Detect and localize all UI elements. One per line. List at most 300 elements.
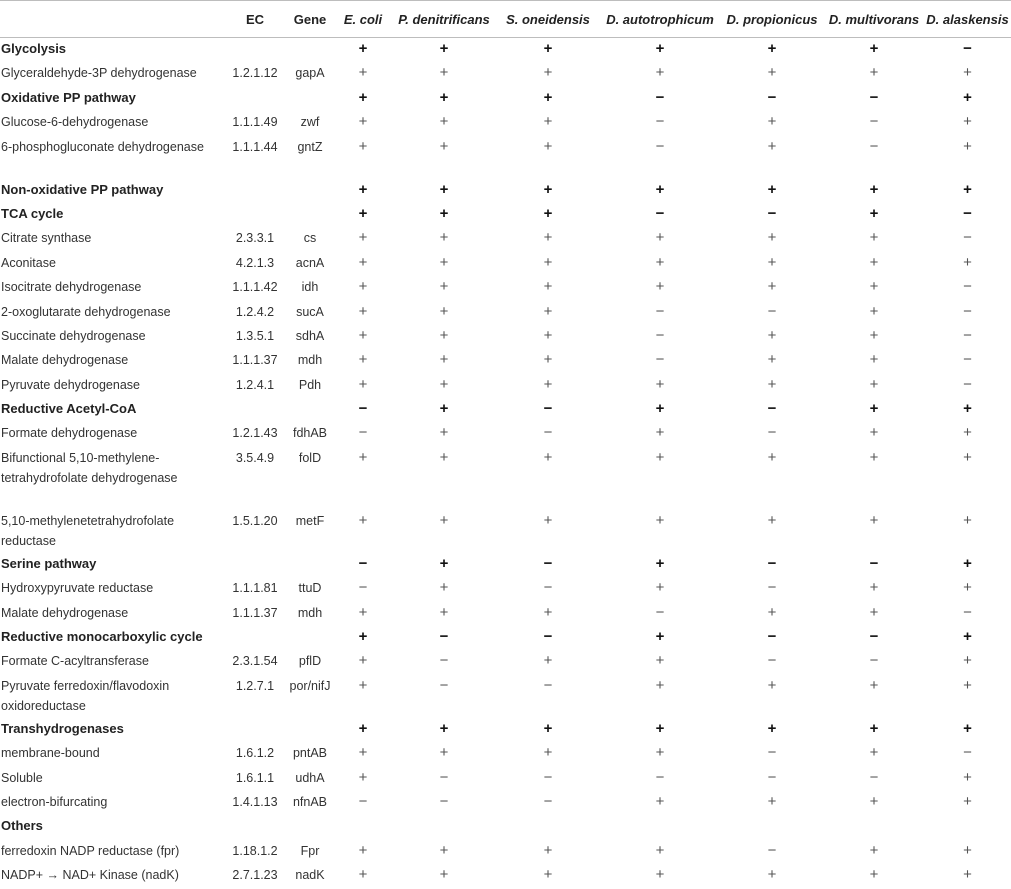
row-name: Pyruvate ferredoxin/flavodoxin oxidoreductase: [1, 678, 170, 714]
presence-cell: [924, 815, 1011, 839]
presence-cell: +: [439, 253, 449, 271]
presence-cell: −: [963, 744, 972, 762]
row-ec: 1.2.4.2: [235, 304, 275, 319]
row-ec: 1.6.1.2: [235, 746, 275, 761]
presence-cell: −: [543, 768, 553, 786]
presence-cell: +: [358, 88, 368, 106]
presence-cell: +: [869, 64, 879, 82]
row-gene: [286, 626, 334, 650]
row-gene: sdhA: [295, 328, 325, 343]
presence-cell: +: [655, 676, 665, 694]
section-row: [0, 87, 1011, 111]
header-name: [0, 1, 224, 38]
presence-cell: −: [439, 628, 449, 646]
presence-cell: +: [963, 511, 972, 529]
table-row: [0, 301, 1011, 325]
presence-cell: −: [543, 676, 553, 694]
presence-cell: +: [869, 841, 879, 859]
presence-cell: +: [869, 40, 879, 57]
presence-cell: −: [963, 603, 972, 621]
row-ec: [224, 398, 286, 422]
presence-cell: +: [439, 511, 449, 529]
row-name: Reductive Acetyl-CoA: [1, 401, 137, 417]
presence-cell: +: [655, 719, 665, 737]
header-row: [0, 1, 1011, 38]
presence-cell: +: [869, 375, 879, 393]
presence-cell: +: [439, 88, 449, 106]
presence-cell: −: [655, 768, 665, 786]
row-ec: 2.3.1.54: [232, 654, 278, 669]
section-row: [0, 553, 1011, 577]
row-ec: [224, 718, 286, 742]
presence-cell: +: [543, 180, 553, 198]
presence-cell: +: [869, 603, 879, 621]
presence-cell: +: [767, 326, 777, 344]
presence-cell: +: [439, 841, 449, 859]
row-gene: [286, 398, 334, 422]
presence-cell: −: [869, 768, 879, 786]
presence-cell: +: [439, 64, 449, 82]
presence-cell: +: [358, 278, 368, 296]
presence-cell: +: [655, 744, 665, 762]
presence-cell: +: [358, 744, 368, 762]
row-name: Bifunctional 5,10-methylene-tetrahydrofolate dehydrogenase: [1, 450, 178, 486]
presence-cell: −: [543, 554, 553, 572]
presence-cell: +: [439, 579, 449, 597]
presence-cell: −: [869, 88, 879, 106]
presence-cell: −: [358, 554, 368, 572]
presence-cell: +: [358, 603, 368, 621]
presence-cell: +: [358, 768, 368, 786]
presence-cell: −: [767, 400, 777, 418]
presence-cell: −: [358, 424, 368, 442]
row-name: Succinate dehydrogenase: [1, 328, 146, 343]
row-gene: pntAB: [292, 746, 328, 761]
presence-cell: +: [543, 204, 553, 222]
presence-cell: +: [439, 424, 449, 442]
row-gene: pflD: [298, 654, 322, 669]
table-row: [0, 111, 1011, 135]
presence-cell: +: [655, 579, 665, 597]
presence-cell: +: [869, 326, 879, 344]
section-row: [0, 718, 1011, 742]
row-name: NADP+ → NAD+ Kinase (nadK): [1, 868, 179, 883]
row-name: Formate C-acyltransferase: [1, 654, 149, 669]
presence-cell: +: [767, 792, 777, 810]
row-name: 5,10-methylenetetrahydrofolate reductase: [1, 513, 175, 549]
presence-cell: +: [543, 253, 553, 271]
presence-cell: +: [767, 351, 777, 369]
presence-cell: −: [543, 579, 553, 597]
presence-cell: −: [869, 652, 879, 670]
row-gene: idh: [301, 280, 319, 295]
presence-cell: +: [767, 278, 777, 296]
presence-cell: +: [655, 424, 665, 442]
presence-cell: +: [655, 40, 665, 57]
row-ec: 1.2.1.12: [232, 66, 278, 81]
header-d-propionicus: D. propionicus: [720, 1, 824, 38]
presence-cell: +: [869, 866, 879, 884]
presence-cell: [334, 815, 392, 839]
presence-cell: −: [767, 424, 777, 442]
presence-cell: −: [358, 792, 368, 810]
presence-cell: +: [655, 180, 665, 198]
row-name: ferredoxin NADP reductase (fpr): [1, 843, 180, 858]
row-ec: [224, 38, 286, 63]
row-ec: [224, 179, 286, 203]
presence-cell: −: [655, 351, 665, 369]
presence-cell: +: [439, 302, 449, 320]
presence-cell: +: [358, 841, 368, 859]
section-row: [0, 626, 1011, 650]
presence-cell: +: [869, 448, 879, 466]
presence-cell: −: [767, 554, 777, 572]
presence-cell: [720, 815, 824, 839]
row-ec: 1.1.1.49: [232, 115, 278, 130]
presence-cell: +: [439, 278, 449, 296]
row-ec: 4.2.1.3: [235, 255, 275, 270]
presence-cell: +: [543, 719, 553, 737]
presence-cell: +: [655, 792, 665, 810]
table-row: [0, 602, 1011, 626]
row-ec: [224, 815, 286, 839]
presence-cell: +: [963, 64, 972, 82]
row-gene: gntZ: [297, 139, 323, 154]
table-row: [0, 349, 1011, 373]
presence-cell: +: [439, 375, 449, 393]
row-ec: 2.3.3.1: [235, 231, 275, 246]
presence-cell: +: [767, 603, 777, 621]
row-ec: [224, 203, 286, 227]
row-gene: [286, 815, 334, 839]
presence-cell: +: [655, 64, 665, 82]
row-ec: 1.3.5.1: [235, 328, 275, 343]
presence-cell: +: [963, 137, 972, 155]
presence-cell: −: [767, 302, 777, 320]
row-name: Non-oxidative PP pathway: [1, 181, 164, 197]
presence-cell: −: [869, 628, 879, 646]
table-row: [0, 675, 1011, 718]
presence-cell: +: [869, 792, 879, 810]
row-name: Soluble: [1, 770, 43, 785]
row-ec: [224, 87, 286, 111]
row-ec: 1.1.1.44: [232, 139, 278, 154]
row-ec: 1.18.1.2: [232, 843, 278, 858]
row-ec: 1.4.1.13: [232, 794, 278, 809]
header-d-alaskensis: D. alaskensis: [924, 1, 1011, 38]
presence-cell: +: [655, 229, 665, 247]
presence-cell: +: [767, 676, 777, 694]
presence-cell: −: [439, 676, 449, 694]
presence-cell: +: [767, 375, 777, 393]
presence-cell: +: [869, 424, 879, 442]
presence-cell: +: [963, 676, 972, 694]
table-row: [0, 252, 1011, 276]
presence-cell: +: [655, 253, 665, 271]
presence-cell: −: [869, 137, 879, 155]
presence-cell: +: [963, 400, 972, 418]
presence-cell: −: [543, 424, 553, 442]
row-gene: ttuD: [298, 581, 322, 596]
row-name: 6-phosphogluconate dehydrogenase: [1, 139, 204, 154]
presence-cell: +: [358, 253, 368, 271]
presence-cell: −: [655, 603, 665, 621]
table-body: [0, 38, 1011, 889]
row-ec: [224, 553, 286, 577]
presence-cell: +: [358, 302, 368, 320]
presence-cell: −: [655, 88, 665, 106]
table-row: [0, 227, 1011, 251]
presence-cell: +: [767, 64, 777, 82]
presence-cell: +: [655, 866, 665, 884]
section-row: [0, 815, 1011, 839]
presence-cell: +: [963, 768, 972, 786]
presence-cell: +: [869, 180, 879, 198]
row-name: Formate dehydrogenase: [1, 426, 138, 441]
presence-cell: +: [543, 652, 553, 670]
presence-cell: +: [543, 351, 553, 369]
presence-cell: +: [869, 400, 879, 418]
row-name: Transhydrogenases: [1, 720, 124, 736]
presence-cell: −: [767, 768, 777, 786]
header-p-denitrificans: P. denitrificans: [392, 1, 496, 38]
presence-cell: +: [439, 40, 449, 57]
row-gene: [286, 718, 334, 742]
row-gene: Pdh: [298, 377, 322, 392]
presence-cell: −: [358, 400, 368, 418]
presence-cell: −: [869, 113, 879, 131]
presence-cell: +: [655, 400, 665, 418]
row-gene: [286, 87, 334, 111]
presence-cell: −: [767, 744, 777, 762]
presence-cell: [824, 815, 924, 839]
presence-cell: −: [767, 204, 777, 222]
presence-cell: −: [963, 204, 972, 222]
presence-cell: −: [358, 579, 368, 597]
presence-cell: +: [869, 351, 879, 369]
presence-cell: +: [358, 204, 368, 222]
presence-cell: +: [543, 866, 553, 884]
row-gene: nadK: [295, 868, 325, 883]
presence-cell: −: [439, 792, 449, 810]
presence-cell: +: [543, 375, 553, 393]
presence-cell: +: [543, 88, 553, 106]
presence-cell: +: [655, 652, 665, 670]
header-s-oneidensis: S. oneidensis: [496, 1, 600, 38]
row-gene: por/nifJ: [289, 678, 331, 693]
presence-cell: +: [963, 628, 972, 646]
presence-cell: +: [439, 744, 449, 762]
presence-cell: −: [767, 652, 777, 670]
table-row: [0, 136, 1011, 179]
row-name: Reductive monocarboxylic cycle: [1, 629, 203, 645]
presence-cell: +: [358, 137, 368, 155]
presence-cell: +: [439, 554, 449, 572]
presence-cell: +: [963, 841, 972, 859]
presence-cell: +: [655, 375, 665, 393]
section-row: [0, 179, 1011, 203]
row-name: Hydroxypyruvate reductase: [1, 581, 154, 596]
table-row: [0, 577, 1011, 601]
presence-cell: +: [869, 278, 879, 296]
row-gene: sucA: [296, 304, 324, 319]
presence-cell: −: [655, 137, 665, 155]
presence-cell: −: [767, 579, 777, 597]
presence-cell: +: [963, 579, 972, 597]
section-row: [0, 38, 1011, 63]
row-gene: metF: [295, 513, 325, 528]
presence-cell: +: [439, 326, 449, 344]
row-ec: 1.1.1.42: [232, 280, 278, 295]
row-name: Malate dehydrogenase: [1, 605, 129, 620]
table-row: [0, 742, 1011, 766]
row-name: Glyceraldehyde-3P dehydrogenase: [1, 66, 197, 81]
row-gene: fdhAB: [292, 426, 328, 441]
presence-cell: +: [358, 652, 368, 670]
row-ec: [224, 626, 286, 650]
table-row: [0, 650, 1011, 674]
presence-cell: +: [963, 180, 972, 198]
row-gene: mdh: [297, 353, 323, 368]
row-ec: 1.2.1.43: [232, 426, 278, 441]
presence-cell: −: [543, 628, 553, 646]
row-ec: 1.5.1.20: [232, 513, 278, 528]
table-row: [0, 447, 1011, 510]
row-ec: 1.1.1.81: [232, 581, 278, 596]
table-row: [0, 422, 1011, 446]
presence-cell: −: [963, 302, 972, 320]
row-gene: Fpr: [300, 843, 320, 858]
presence-cell: +: [358, 113, 368, 131]
row-name: TCA cycle: [1, 205, 64, 221]
row-name: electron-bifurcating: [1, 794, 108, 809]
presence-cell: +: [358, 64, 368, 82]
row-name: 2-oxoglutarate dehydrogenase: [1, 304, 171, 319]
presence-cell: +: [869, 719, 879, 737]
presence-cell: +: [358, 180, 368, 198]
row-ec: 1.2.7.1: [235, 678, 275, 693]
presence-cell: +: [963, 554, 972, 572]
presence-cell: −: [963, 40, 972, 57]
presence-cell: +: [439, 866, 449, 884]
row-gene: nfnAB: [292, 794, 328, 809]
presence-cell: +: [963, 253, 972, 271]
presence-cell: −: [655, 113, 665, 131]
presence-cell: +: [767, 511, 777, 529]
header-e-coli: E. coli: [334, 1, 392, 38]
presence-cell: +: [767, 113, 777, 131]
row-name: membrane-bound: [1, 746, 100, 761]
table-row: [0, 62, 1011, 86]
row-name: Oxidative PP pathway: [1, 89, 136, 105]
presence-cell: +: [767, 229, 777, 247]
presence-cell: +: [767, 448, 777, 466]
row-gene: udhA: [295, 770, 325, 785]
presence-cell: +: [358, 676, 368, 694]
presence-cell: +: [439, 180, 449, 198]
presence-cell: +: [655, 628, 665, 646]
row-name: Aconitase: [1, 255, 56, 270]
presence-cell: −: [963, 326, 972, 344]
row-name: Serine pathway: [1, 555, 97, 571]
presence-cell: −: [767, 88, 777, 106]
presence-cell: −: [767, 841, 777, 859]
presence-cell: −: [655, 326, 665, 344]
presence-cell: +: [869, 229, 879, 247]
row-gene: [286, 38, 334, 63]
presence-cell: +: [543, 137, 553, 155]
row-ec: 1.1.1.37: [232, 353, 278, 368]
presence-cell: −: [869, 554, 879, 572]
presence-cell: +: [767, 253, 777, 271]
row-name: Citrate synthase: [1, 231, 92, 246]
table-row: [0, 840, 1011, 864]
presence-cell: +: [963, 719, 972, 737]
presence-cell: −: [963, 278, 972, 296]
presence-cell: +: [655, 841, 665, 859]
presence-cell: [392, 815, 496, 839]
presence-cell: +: [358, 719, 368, 737]
presence-cell: +: [869, 204, 879, 222]
presence-cell: +: [358, 229, 368, 247]
presence-cell: +: [358, 326, 368, 344]
presence-cell: +: [543, 744, 553, 762]
row-ec: 3.5.4.9: [235, 450, 275, 465]
header-d-autotrophicum: D. autotrophicum: [600, 1, 720, 38]
presence-cell: −: [439, 768, 449, 786]
presence-cell: +: [963, 113, 972, 131]
presence-cell: +: [358, 40, 368, 57]
row-gene: zwf: [300, 115, 320, 130]
presence-cell: +: [655, 511, 665, 529]
presence-cell: +: [358, 375, 368, 393]
presence-cell: −: [963, 229, 972, 247]
presence-cell: −: [439, 652, 449, 670]
presence-cell: +: [869, 744, 879, 762]
row-gene: [286, 203, 334, 227]
presence-cell: +: [543, 511, 553, 529]
row-ec: 1.2.4.1: [235, 377, 275, 392]
presence-cell: +: [543, 113, 553, 131]
table-row: [0, 325, 1011, 349]
header-gene: Gene: [286, 1, 334, 38]
presence-cell: −: [655, 204, 665, 222]
row-name: Glycolysis: [1, 41, 67, 56]
row-name: Isocitrate dehydrogenase: [1, 280, 142, 295]
presence-cell: +: [963, 424, 972, 442]
presence-cell: +: [358, 448, 368, 466]
table-row: [0, 276, 1011, 300]
row-name: Pyruvate dehydrogenase: [1, 377, 140, 392]
presence-cell: −: [963, 375, 972, 393]
row-gene: mdh: [297, 605, 323, 620]
presence-cell: +: [869, 676, 879, 694]
section-row: [0, 203, 1011, 227]
presence-cell: +: [869, 302, 879, 320]
header-d-multivorans: D. multivorans: [824, 1, 924, 38]
presence-cell: +: [869, 511, 879, 529]
presence-cell: +: [439, 448, 449, 466]
presence-cell: [600, 815, 720, 839]
row-name: Malate dehydrogenase: [1, 353, 129, 368]
presence-cell: [496, 815, 600, 839]
presence-cell: +: [543, 448, 553, 466]
presence-cell: +: [655, 554, 665, 572]
row-gene: folD: [298, 450, 322, 465]
presence-cell: +: [963, 792, 972, 810]
presence-cell: +: [439, 229, 449, 247]
presence-cell: +: [963, 652, 972, 670]
